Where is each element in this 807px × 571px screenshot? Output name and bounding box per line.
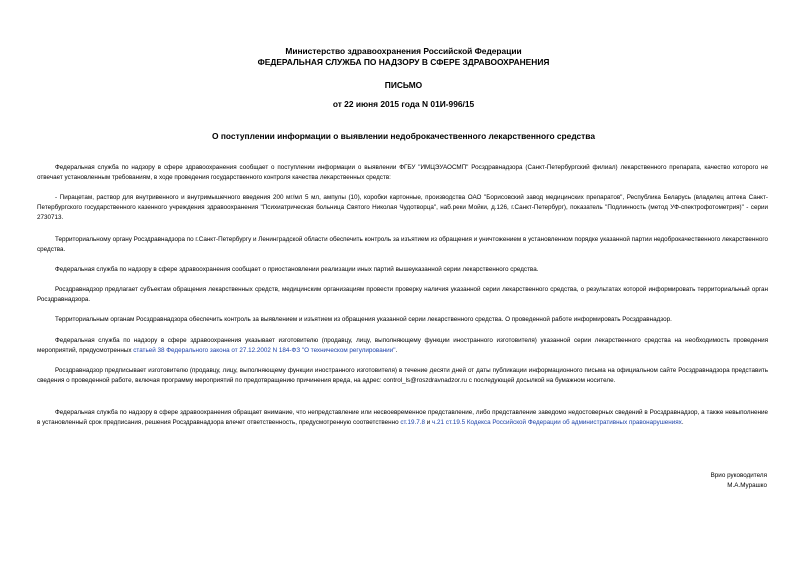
paragraph-9-text: Федеральная служба по надзору в сфере здравоохранения обращает внимание, что непредставление или несвоевременное представление, либо представление заведомо недостоверных сведений в Росздравнадзор, а также невыполнение в установленный срок предписания, решения Росздравнадзора влечет ответственность, предусмотренную соответственно bbox=[37, 409, 768, 426]
paragraph-6: Территориальным органам Росздравнадзора обеспечить контроль за выявлением и изъятием из обращения указанной серии лекарственного средства. О проведенной работе информировать Росздравнадзор. bbox=[55, 316, 672, 323]
paragraph-9-end: . bbox=[681, 419, 684, 426]
law-184-fz-link[interactable]: статьей 38 Федерального закона от 27.12.2002 N 184-ФЗ "О техническом регулировании" bbox=[133, 347, 396, 354]
service-heading: ФЕДЕРАЛЬНАЯ СЛУЖБА ПО НАДЗОРУ В СФЕРЕ ЗДРАВООХРАНЕНИЯ bbox=[257, 57, 550, 67]
signature-position: Врио руководителя bbox=[710, 472, 767, 479]
paragraph-1: Федеральная служба по надзору в сфере здравоохранения сообщает о поступлении информации о выявлении ФГБУ "ИМЦЭУАОСМП" Росздравнадзора (Санкт-Петербургский филиал) лекарственного препарата, качество которого не отвечает установленным требованиям, в ходе проведения государственного контроля качества лекарственных средств: bbox=[37, 164, 768, 181]
paragraph-8: Росздравнадзор предписывает изготовителю (продавцу, лицу, выполняющему функции иностранного изготовителя) в течение десяти дней от даты публикации информационного письма на официальном сайте Росздравнадзора представить сведения о проведенной работе, включая программу мероприятий по предотвращению причинения вреда, на адрес: control_ls@roszdravnadzor.ru с последующей досылкой на бумажном носителе. bbox=[37, 367, 768, 384]
ministry-heading: Министерство здравоохранения Российской Федерации bbox=[285, 46, 522, 56]
document-date-number: от 22 июня 2015 года N 01И-996/15 bbox=[332, 99, 475, 109]
document-title: О поступлении информации о выявлении недоброкачественного лекарственного средства bbox=[212, 131, 595, 141]
paragraph-9-mid: и bbox=[424, 419, 433, 426]
document-type: ПИСЬМО bbox=[384, 80, 423, 90]
paragraph-4: Федеральная служба по надзору в сфере здравоохранения сообщает о приостановлении реализации иных партий вышеуказанной серии лекарственного средства. bbox=[55, 266, 539, 273]
koap-19-5-link[interactable]: ч.21 ст.19.5 Кодекса Российской Федерации об административных правонарушениях bbox=[432, 419, 682, 426]
paragraph-3: Территориальному органу Росздравнадзора по г.Санкт-Петербургу и Ленинградской области обеспечить контроль за изъятием из обращения и уничтожением в установленном порядке указанной партии недоброкачественного лекарственного средства. bbox=[37, 236, 768, 253]
paragraph-7-end: . bbox=[395, 347, 398, 354]
paragraph-7-text: Федеральная служба по надзору в сфере здравоохранения указывает изготовителю (продавцу, лицу, выполняющему функции иностранного изготовителя) указанной серии лекарственного средства на необходимость проведения мероприятий, предусмотренных bbox=[37, 337, 768, 354]
article-19-7-8-link[interactable]: ст.19.7.8 bbox=[400, 419, 425, 426]
paragraph-2: - Пирацетам, раствор для внутривенного и внутримышечного введения 200 мг/мл 5 мл, ампулы (10), коробки картонные, производства ОАО "Борисовский завод медицинских препаратов", Республика Беларусь (владелец аптека Санкт-Петербургского государственного казенного учреждения здравоохранения "Психиатрическая больница Святого Николая Чудотворца", наб.реки Мойки, д.126, г.Санкт-Петербург), показатель "Подлинность (метод УФ-спектрофотометрия)" - серии 2730713. bbox=[37, 194, 768, 221]
paragraph-9 bbox=[37, 408, 768, 428]
paragraph-7 bbox=[37, 336, 768, 356]
paragraph-5: Росздравнадзор предлагает субъектам обращения лекарственных средств, медицинским организациям провести проверку наличия указанной серии лекарственного средства, о результатах которой информировать территориальный орган Росздравнадзора. bbox=[37, 286, 768, 303]
signature-name: М.А.Мурашко bbox=[727, 482, 767, 489]
